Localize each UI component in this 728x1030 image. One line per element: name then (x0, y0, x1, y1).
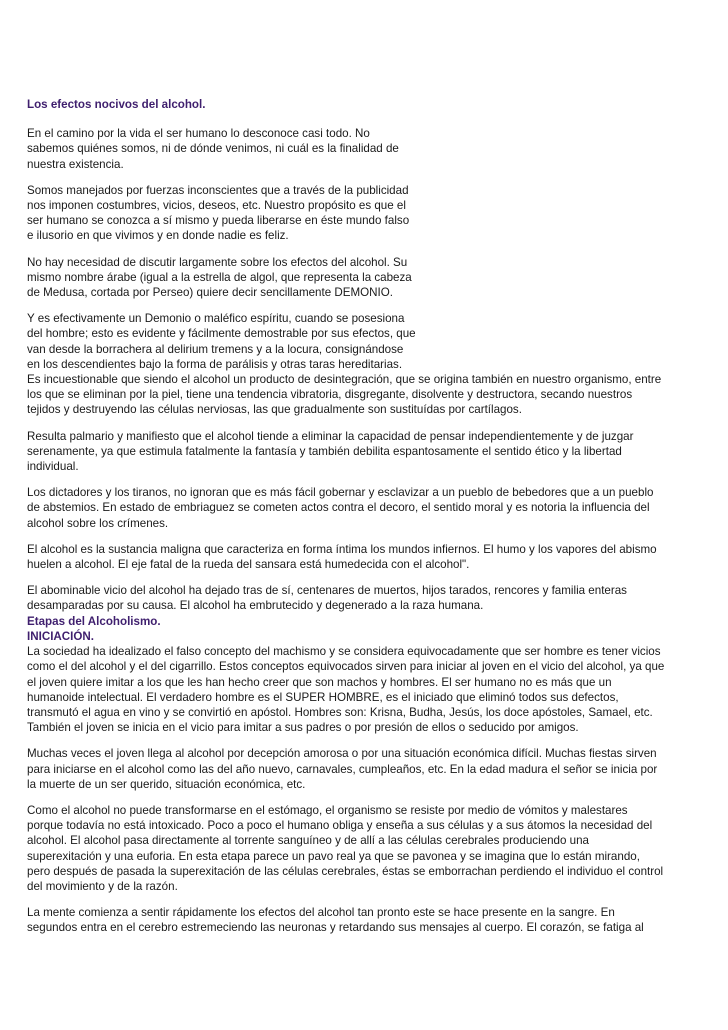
text-line: humanoide intelectual. El verdadero hombre es el SUPER HOMBRE, es el iniciado que eliminó todos sus defectos, (27, 690, 619, 704)
paragraph-2 (27, 183, 703, 244)
text-line: e ilusorio en que vivimos y en donde nadie es feliz. (27, 229, 289, 243)
paragraph-4 (27, 311, 703, 417)
text-line: Los dictadores y los tiranos, no ignoran que es más fácil gobernar y esclavizar a un pueblo de bebedores que a un pueblo (27, 486, 654, 500)
text-line: huelen a alcohol. El eje fatal de la rueda del sansara está humedecida con el alcohol". (27, 558, 470, 572)
paragraph-7 (27, 542, 703, 572)
section-heading-initiation: INICIACIÓN. (27, 629, 94, 643)
text-line: del movimiento y de la razón. (27, 879, 178, 893)
section-heading-stages: Etapas del Alcoholismo. (27, 614, 161, 628)
paragraph-12 (27, 905, 703, 935)
text-line: Y es efectivamente un Demonio o maléfico espíritu, cuando se posesiona (27, 312, 405, 326)
paragraph-11 (27, 803, 703, 894)
text-line: La sociedad ha idealizado el falso concepto del machismo y se considera equivocadamente que ser hombre es tener vicios (27, 645, 661, 659)
text-line: mismo nombre árabe (igual a la estrella de algol, que representa la cabeza (27, 270, 412, 284)
text-line: serenamente, ya que estimula fatalmente la fantasía y también debilita espantosamente el sentido ético y la libertad (27, 444, 622, 458)
text-line: superexitación y una euforia. En esta etapa parece un pavo real ya que se pavonea y se imagina que lo están mirando, (27, 849, 640, 863)
text-line: del hombre; esto es evidente y fácilmente demostrable por sus efectos, que (27, 327, 416, 341)
text-line: tejidos y destruyendo las células nerviosas, las que gradualmente son sustituídas por cartílagos. (27, 403, 522, 417)
text-line: sabemos quiénes somos, ni de dónde venimos, ni cuál es la finalidad de (27, 142, 399, 156)
paragraph-10 (27, 746, 703, 792)
text-line: nuestra existencia. (27, 157, 124, 171)
text-line: En el camino por la vida el ser humano lo desconoce casi todo. No (27, 127, 370, 141)
text-line: Es incuestionable que siendo el alcohol un producto de desintegración, que se origina también en nuestro organismo, entre (27, 373, 662, 387)
text-line: en los descendientes bajo la forma de parálisis y otras taras hereditarias. (27, 357, 403, 371)
text-line: segundos entra en el cerebro estremeciendo las neuronas y retardando sus mensajes al cuerpo. El corazón, se fatiga al (27, 921, 644, 935)
text-line: nos imponen costumbres, vicios, deseos, etc. Nuestro propósito es que el (27, 199, 406, 213)
text-line: Somos manejados por fuerzas inconscientes que a través de la publicidad (27, 183, 409, 197)
document-page (27, 97, 703, 947)
text-line: de Medusa, cortada por Perseo) quiere decir sencillamente DEMONIO. (27, 286, 394, 300)
text-line: individual. (27, 460, 79, 474)
text-line: el joven quiere imitar a los que les han hecho creer que son machos y hombres. El ser humano no es más que un (27, 675, 612, 689)
text-line: También el joven se inicia en el vicio para imitar a sus padres o por presión de ellos o seducido por amigos. (27, 721, 579, 735)
document-title: Los efectos nocivos del alcohol. (27, 98, 206, 111)
text-line: El alcohol es la sustancia maligna que caracteriza en forma íntima los mundos infiernos. El humo y los vapores del abismo (27, 542, 657, 556)
text-line: de abstemios. En estado de embriaguez se cometen actos contra el decoro, el sentido moral y es notoria la influencia del (27, 501, 650, 515)
paragraph-3 (27, 255, 703, 301)
text-line: Muchas veces el joven llega al alcohol por decepción amorosa o por una situación económica difícil. Muchas fiestas sirven (27, 747, 657, 761)
text-line: transmutó el agua en vino y se convirtió en apóstol. Hombres son: Krisna, Budha, Jesús, los doce apóstoles, Samael, etc. (27, 705, 653, 719)
text-line: ser humano se conozca a sí mismo y pueda liberarse en éste mundo falso (27, 214, 410, 228)
text-line: desamparadas por su causa. El alcohol ha embrutecido y degenerado a la raza humana. (27, 599, 484, 613)
text-line: como el del alcohol y el del cigarrillo. Estos conceptos equivocados sirven para iniciar al joven en el vicio del alcohol, ya que (27, 660, 665, 674)
text-line: porque todavía no está intoxicado. Poco a poco el humano obliga y enseña a sus células y a sus átomos la necesidad del (27, 819, 653, 833)
text-line: Resulta palmario y manifiesto que el alcohol tiende a eliminar la capacidad de pensar independientemente y de juzgar (27, 429, 634, 443)
text-line: alcohol. El alcohol pasa directamente al torrente sanguíneo y de allí a las células cerebrales produciendo una (27, 834, 590, 848)
text-line: pero después de pasada la superexitación de las células cerebrales, éstas se emborrachan perdiendo el individuo el control (27, 864, 664, 878)
text-line: La mente comienza a sentir rápidamente los efectos del alcohol tan pronto este se hace presente en la sangre. En (27, 906, 615, 920)
text-line: para iniciarse en el alcohol como las del año nuevo, carnavales, cumpleaños, etc. En la edad madura el señor se inicia por (27, 762, 658, 776)
text-line: van desde la borrachera al delirium tremens y a la locura, consignándose (27, 342, 404, 356)
text-line: la muerte de un ser querido, situación económica, etc. (27, 777, 306, 791)
paragraph-8 (27, 583, 703, 735)
paragraph-6 (27, 485, 703, 531)
paragraph-1 (27, 126, 703, 172)
paragraph-5 (27, 429, 703, 475)
text-line: Como el alcohol no puede transformarse en el estómago, el organismo se resiste por medio de vómitos y malestares (27, 803, 628, 817)
text-line: El abominable vicio del alcohol ha dejado tras de sí, centenares de muertos, hijos tarados, rencores y familia enteras (27, 584, 627, 598)
text-line: los que se eliminan por la piel, tiene una tendencia vibratoria, disgregante, disolvente y destructora, secando nuestros (27, 388, 633, 402)
text-line: alcohol sobre los crímenes. (27, 516, 169, 530)
text-line: No hay necesidad de discutir largamente sobre los efectos del alcohol. Su (27, 255, 408, 269)
